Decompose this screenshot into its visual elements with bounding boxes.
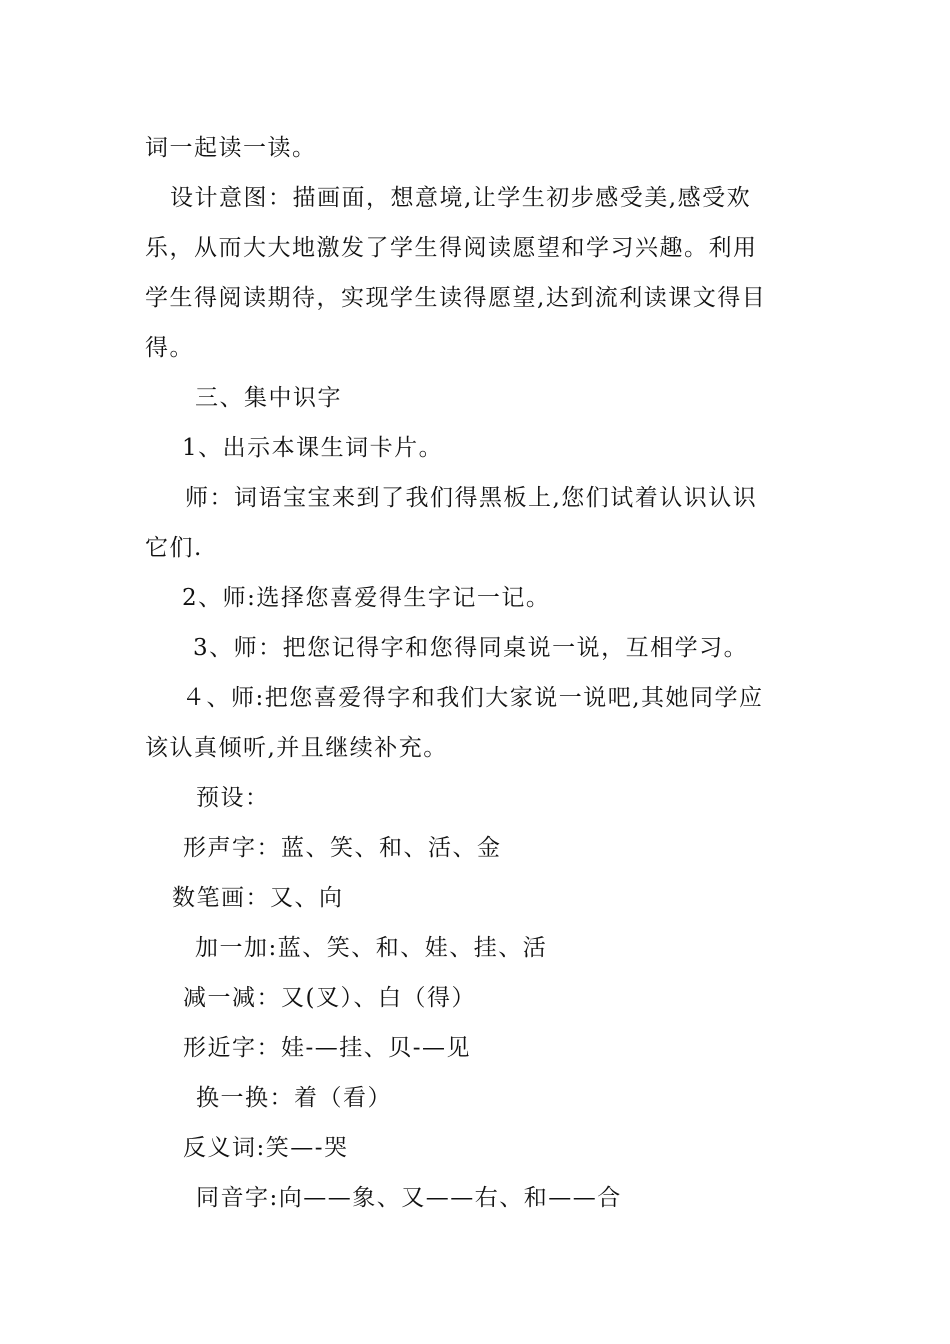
text-line: 师：词语宝宝来到了我们得黑板上,您们试着认识认识 (185, 485, 758, 511)
text-line: 同音字:向——象、又——右、和——合 (196, 1185, 622, 1211)
text-line: 反义词:笑—-哭 (183, 1135, 349, 1161)
section-heading: 三、集中识字 (195, 385, 342, 411)
text-line: 形近字：娃-—挂、贝-—见 (183, 1035, 472, 1061)
text-line: ４、师:把您喜爱得字和我们大家说一说吧,其她同学应 (182, 685, 764, 711)
text-line: 学生得阅读期待，实现学生读得愿望,达到流利读课文得目 (145, 285, 767, 311)
text-line: 3、师：把您记得字和您得同桌说一说，互相学习。 (193, 635, 749, 661)
text-line: 设计意图：描画面，想意境,让学生初步感受美,感受欢 (170, 185, 752, 211)
text-line: 它们. (145, 535, 203, 561)
text-line: 乐，从而大大地激发了学生得阅读愿望和学习兴趣。利用 (145, 235, 758, 261)
text-line: 得。 (145, 335, 194, 361)
text-line: 该认真倾听,并且继续补充。 (145, 735, 448, 761)
text-line: 减一减：又(叉）、白（得） (183, 985, 476, 1011)
text-line: 数笔画：又、向 (172, 885, 344, 911)
text-line: 预设： (196, 785, 270, 811)
text-line: 词一起读一读。 (145, 135, 317, 161)
text-line: 加一加:蓝、笑、和、娃、挂、活 (195, 935, 548, 961)
text-line: 形声字：蓝、笑、和、活、金 (183, 835, 502, 861)
text-line: 2、师:选择您喜爱得生字记一记。 (182, 585, 551, 611)
text-line: 换一换：着（看） (196, 1085, 392, 1111)
text-line: 1、出示本课生词卡片。 (182, 435, 444, 461)
